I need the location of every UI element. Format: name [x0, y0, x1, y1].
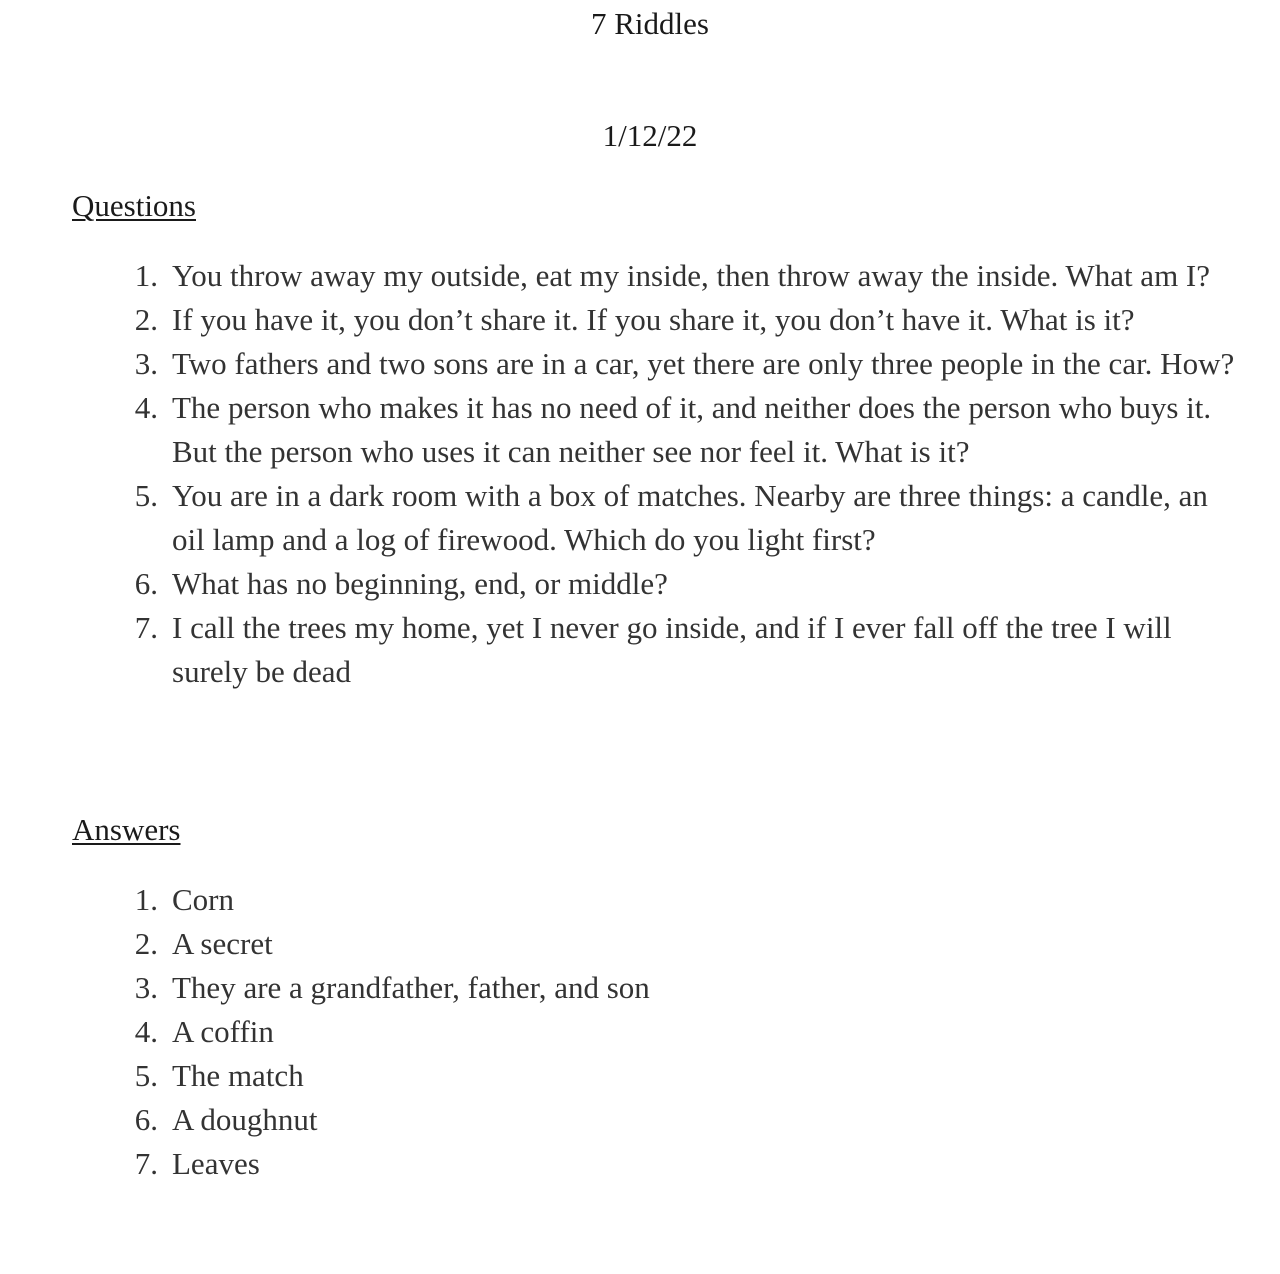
- answer-item: [120, 1054, 1240, 1098]
- answer-number: 2.: [134, 926, 158, 961]
- answer-number: 4.: [134, 1014, 158, 1049]
- questions-list: [120, 254, 1240, 694]
- question-item: [120, 606, 1240, 694]
- answer-text: A secret: [172, 926, 273, 961]
- question-item: [120, 474, 1240, 562]
- answer-item: [120, 878, 1240, 922]
- answer-text: Leaves: [172, 1146, 260, 1181]
- answer-item: [120, 1010, 1240, 1054]
- question-item: [120, 254, 1240, 298]
- answer-text: The match: [172, 1058, 304, 1093]
- answers-list: [120, 878, 1240, 1186]
- answer-text: Corn: [172, 882, 234, 917]
- question-item: [120, 342, 1240, 386]
- answer-number: 5.: [134, 1058, 158, 1093]
- question-item: [120, 298, 1240, 342]
- question-number: 2.: [134, 302, 158, 337]
- answers-heading: Answers: [72, 812, 181, 847]
- question-text: The person who makes it has no need of it, and neither does the person who buys it. But the person who uses it can neither see nor feel it. What is it?: [172, 390, 1212, 469]
- question-item: [120, 562, 1240, 606]
- answer-item: [120, 966, 1240, 1010]
- questions-heading: Questions: [72, 188, 196, 223]
- question-text: If you have it, you don’t share it. If you share it, you don’t have it. What is it?: [172, 302, 1135, 337]
- question-text: What has no beginning, end, or middle?: [172, 566, 668, 601]
- question-text: You are in a dark room with a box of matches. Nearby are three things: a candle, an oil lamp and a log of firewood. Which do you light first?: [172, 478, 1208, 557]
- answer-number: 7.: [134, 1146, 158, 1181]
- answer-item: [120, 1098, 1240, 1142]
- answer-number: 1.: [134, 882, 158, 917]
- question-item: [120, 386, 1240, 474]
- answer-text: A doughnut: [172, 1102, 318, 1137]
- question-number: 4.: [134, 390, 158, 425]
- question-number: 3.: [134, 346, 158, 381]
- document-date: 1/12/22: [602, 118, 698, 153]
- answer-text: A coffin: [172, 1014, 274, 1049]
- question-number: 1.: [134, 258, 158, 293]
- answer-text: They are a grandfather, father, and son: [172, 970, 650, 1005]
- answer-item: [120, 1142, 1240, 1186]
- question-text: I call the trees my home, yet I never go inside, and if I ever fall off the tree I will surely be dead: [172, 610, 1172, 689]
- answer-number: 6.: [134, 1102, 158, 1137]
- question-number: 6.: [134, 566, 158, 601]
- document-title: 7 Riddles: [591, 6, 709, 41]
- question-number: 7.: [134, 610, 158, 645]
- question-text: Two fathers and two sons are in a car, yet there are only three people in the car. How?: [172, 346, 1235, 381]
- answer-item: [120, 922, 1240, 966]
- question-number: 5.: [134, 478, 158, 513]
- answer-number: 3.: [134, 970, 158, 1005]
- question-text: You throw away my outside, eat my inside, then throw away the inside. What am I?: [172, 258, 1211, 293]
